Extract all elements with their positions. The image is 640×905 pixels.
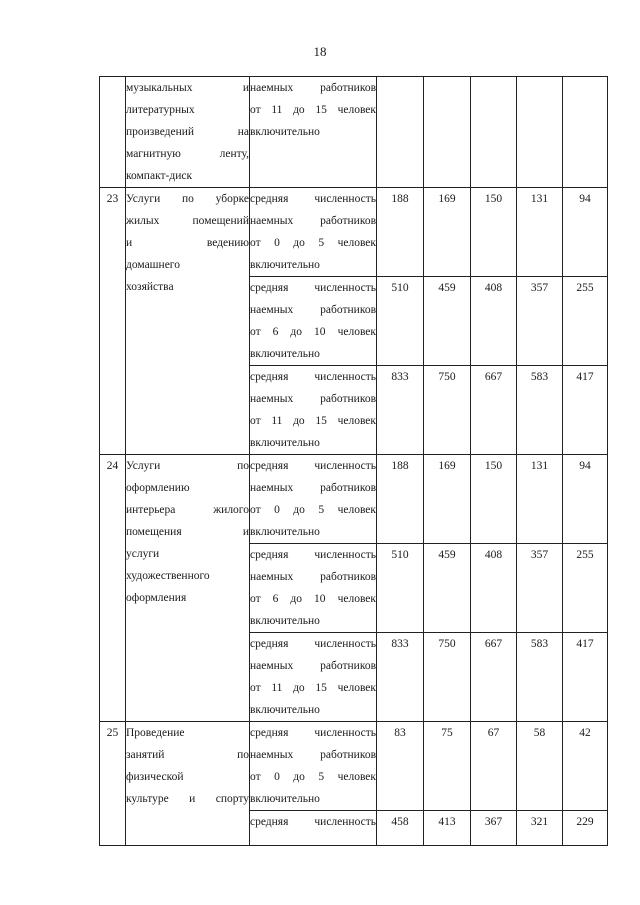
value-cell: 417 bbox=[563, 633, 608, 722]
criteria-line: включительно bbox=[250, 526, 320, 538]
value-cell: 131 bbox=[517, 455, 563, 544]
value-cell bbox=[424, 77, 471, 188]
value-cell: 83 bbox=[377, 722, 424, 811]
service-name-line: музыкальных и bbox=[126, 82, 249, 94]
criteria-line: наемных работников bbox=[250, 571, 376, 583]
criteria-line: от 11 до 15 человек bbox=[250, 104, 376, 116]
table-row bbox=[100, 77, 608, 188]
value-cell: 150 bbox=[471, 455, 517, 544]
value-cell: 357 bbox=[517, 544, 563, 633]
criteria-cell bbox=[250, 77, 377, 188]
criteria-cell bbox=[250, 722, 377, 811]
criteria-line: включительно bbox=[250, 259, 320, 271]
criteria-line: наемных работников bbox=[250, 482, 376, 494]
row-number bbox=[100, 77, 126, 188]
value-cell: 417 bbox=[563, 366, 608, 455]
service-name-line: оформления bbox=[126, 592, 187, 604]
criteria-cell bbox=[250, 544, 377, 633]
service-name-line: произведений на bbox=[126, 126, 249, 138]
service-name bbox=[126, 455, 250, 722]
criteria-line: средняя численность bbox=[250, 638, 376, 650]
table-row bbox=[100, 188, 608, 277]
criteria-line: включительно bbox=[250, 793, 320, 805]
service-name-line: и ведению bbox=[126, 237, 249, 249]
criteria-line: от 11 до 15 человек bbox=[250, 682, 376, 694]
criteria-line: наемных работников bbox=[250, 304, 376, 316]
value-cell: 459 bbox=[424, 544, 471, 633]
value-cell: 357 bbox=[517, 277, 563, 366]
criteria-line: средняя численность bbox=[250, 460, 376, 472]
service-name-line: помещения и bbox=[126, 526, 249, 538]
criteria-line: включительно bbox=[250, 615, 320, 627]
page-number: 18 bbox=[313, 44, 327, 59]
criteria-cell bbox=[250, 633, 377, 722]
service-name-line: Проведение bbox=[126, 727, 185, 739]
value-cell: 750 bbox=[424, 633, 471, 722]
criteria-line: наемных работников bbox=[250, 393, 376, 405]
criteria-line: от 0 до 5 человек bbox=[250, 504, 376, 516]
value-cell: 667 bbox=[471, 366, 517, 455]
value-cell: 188 bbox=[377, 455, 424, 544]
service-name-line: литературных bbox=[126, 104, 195, 116]
criteria-line: наемных работников bbox=[250, 82, 376, 94]
criteria-line: средняя численность bbox=[250, 371, 376, 383]
criteria-line: средняя численность bbox=[250, 727, 376, 739]
criteria-line: наемных работников bbox=[250, 749, 376, 761]
value-cell: 667 bbox=[471, 633, 517, 722]
criteria-line: средняя численность bbox=[250, 549, 376, 561]
service-name-line: услуги bbox=[126, 548, 160, 560]
value-cell: 510 bbox=[377, 277, 424, 366]
criteria-line: наемных работников bbox=[250, 660, 376, 672]
value-cell: 150 bbox=[471, 188, 517, 277]
criteria-cell bbox=[250, 188, 377, 277]
criteria-line: включительно bbox=[250, 437, 320, 449]
service-name-line: Услуги по уборке bbox=[126, 193, 249, 205]
service-name-line: занятий по bbox=[126, 749, 249, 761]
table-row bbox=[100, 455, 608, 544]
value-cell: 131 bbox=[517, 188, 563, 277]
value-cell: 510 bbox=[377, 544, 424, 633]
service-name-line: жилых помещений bbox=[126, 215, 249, 227]
value-cell bbox=[563, 77, 608, 188]
table-row bbox=[100, 722, 608, 811]
value-cell: 583 bbox=[517, 366, 563, 455]
value-cell: 408 bbox=[471, 277, 517, 366]
criteria-line: средняя численность bbox=[250, 193, 376, 205]
value-cell: 459 bbox=[424, 277, 471, 366]
service-name bbox=[126, 722, 250, 846]
service-name-line: хозяйства bbox=[126, 281, 174, 293]
value-cell bbox=[471, 77, 517, 188]
criteria-line: включительно bbox=[250, 704, 320, 716]
value-cell: 367 bbox=[471, 811, 517, 846]
service-name bbox=[126, 188, 250, 455]
value-cell: 42 bbox=[563, 722, 608, 811]
value-cell: 255 bbox=[563, 544, 608, 633]
criteria-line: от 0 до 5 человек bbox=[250, 237, 376, 249]
criteria-line: средняя численность bbox=[250, 282, 376, 294]
service-name-line: художественного bbox=[126, 570, 210, 582]
value-cell: 94 bbox=[563, 455, 608, 544]
value-cell: 229 bbox=[563, 811, 608, 846]
service-name-line: физической bbox=[126, 771, 184, 783]
value-cell bbox=[377, 77, 424, 188]
value-cell: 169 bbox=[424, 455, 471, 544]
criteria-line: от 6 до 10 человек bbox=[250, 593, 376, 605]
value-cell: 255 bbox=[563, 277, 608, 366]
criteria-cell bbox=[250, 366, 377, 455]
criteria-line: включительно bbox=[250, 348, 320, 360]
row-number: 23 bbox=[100, 188, 126, 455]
value-cell: 833 bbox=[377, 366, 424, 455]
criteria-line: от 6 до 10 человек bbox=[250, 326, 376, 338]
value-cell: 188 bbox=[377, 188, 424, 277]
value-cell bbox=[517, 77, 563, 188]
criteria-line: от 11 до 15 человек bbox=[250, 415, 376, 427]
row-number: 25 bbox=[100, 722, 126, 846]
criteria-line: средняя численность bbox=[250, 816, 376, 828]
value-cell: 75 bbox=[424, 722, 471, 811]
service-name-line: Услуги по bbox=[126, 460, 249, 472]
value-cell: 58 bbox=[517, 722, 563, 811]
criteria-cell bbox=[250, 277, 377, 366]
criteria-line: включительно bbox=[250, 126, 320, 138]
value-cell: 67 bbox=[471, 722, 517, 811]
value-cell: 94 bbox=[563, 188, 608, 277]
value-cell: 458 bbox=[377, 811, 424, 846]
value-cell: 750 bbox=[424, 366, 471, 455]
service-name-line: компакт-диск bbox=[126, 170, 193, 182]
service-name-line: магнитную ленту, bbox=[126, 148, 249, 160]
value-cell: 169 bbox=[424, 188, 471, 277]
criteria-line: наемных работников bbox=[250, 215, 376, 227]
value-cell: 833 bbox=[377, 633, 424, 722]
row-number: 24 bbox=[100, 455, 126, 722]
value-cell: 321 bbox=[517, 811, 563, 846]
service-name-line: интерьера жилого bbox=[126, 504, 249, 516]
value-cell: 413 bbox=[424, 811, 471, 846]
value-cell: 583 bbox=[517, 633, 563, 722]
service-name bbox=[126, 77, 250, 188]
service-name-line: культуре и спорту bbox=[126, 793, 249, 805]
value-cell: 408 bbox=[471, 544, 517, 633]
table-body bbox=[100, 77, 608, 846]
criteria-line: от 0 до 5 человек bbox=[250, 771, 376, 783]
service-name-line: оформлению bbox=[126, 482, 190, 494]
tariff-table bbox=[99, 76, 608, 846]
criteria-cell bbox=[250, 811, 377, 846]
service-name-line: домашнего bbox=[126, 259, 180, 271]
criteria-cell bbox=[250, 455, 377, 544]
